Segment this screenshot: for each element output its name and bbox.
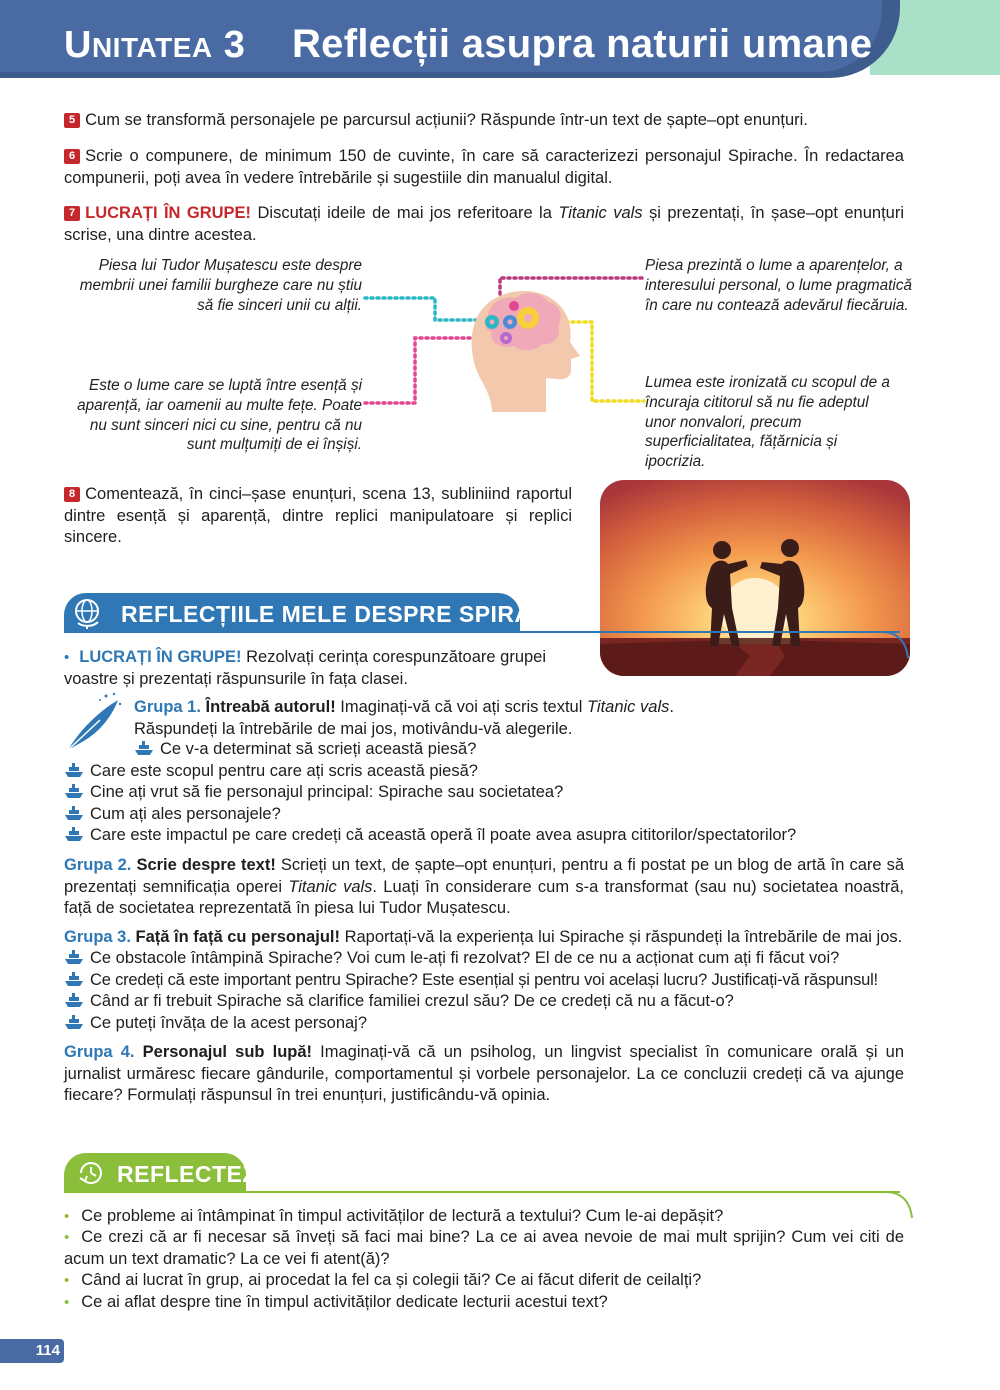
exercise-number: 6 — [64, 149, 80, 164]
reflect-item: • Când ai lucrat în grup, ai procedat la fel ca și colegii tăi? Ce ai făcut diferit de ceilalți? — [64, 1271, 702, 1289]
grupa-1-text: Grupa 1. Întreabă autorul! Imaginați-vă că voi ați scris textul Titanic vals. Răspundeți la întrebările de mai jos, motivându-vă alegerile. — [134, 698, 674, 738]
unit-label: UNITATEA 3 — [64, 24, 246, 66]
exercise-number: 7 — [64, 206, 80, 221]
reflect-item: • Ce probleme ai întâmpinat în timpul activităților de lectură a textului? Cum le-ai depășit? — [64, 1207, 724, 1225]
ship-icon — [64, 783, 84, 806]
quote-top-right: Piesa prezintă o lume a aparențelor, a interesului personal, o lume pragmatică în care nu contează adevărul fiecăruia. — [645, 257, 912, 314]
grupa-1-question: Cine ați vrut să fie personajul principal: Spirache sau societatea? — [64, 782, 563, 806]
quote-bottom-right: Lumea este ironizată cu scopul de a încuraja cititorul să nu fie adeptul unor nonvalori, precum superficialitatea, fățărnicia și ipocrizia. — [645, 374, 890, 471]
ship-icon — [64, 826, 84, 849]
quote-top-left: Piesa lui Tudor Mușatescu este despre membrii unei familii burgheze care nu știu să fie sinceri unii cu alții. — [79, 257, 362, 314]
page-title: Reflecții asupra naturii umane — [292, 22, 873, 66]
grupa-1-question: Care este scopul pentru care ați scris această piesă? — [64, 761, 478, 785]
section2-title: REFLECTEZ — [117, 1161, 257, 1187]
head-gears-illustration — [360, 260, 650, 420]
ship-icon — [64, 1014, 84, 1037]
grupa-3-question: Ce obstacole întâmpină Spirache? Voi cum le-ați fi rezolvat? El de ce nu a acționat cum ați fi făcut voi? — [64, 948, 839, 972]
section-corner-curve — [880, 630, 910, 660]
grupa-3-question: Când ar fi trebuit Spirache să clarifice familiei crezul său? De ce credeți că nu a făcut-o? — [64, 991, 734, 1015]
exercise-6: 6 Scrie o compunere, de minimum 150 de cuvinte, în care să caracterizezi personajul Spirache. În redactarea compunerii, poți avea în vedere întrebările și sugestiile din manualul digital. — [64, 147, 904, 187]
clock-arrow-icon — [76, 1158, 106, 1188]
grupa-2-text: Grupa 2. Scrie despre text! Scrieți un text, de șapte–opt enunțuri, pentru a fi postat pe un blog de artă în care să prezentați semnificația operei Titanic vals. Luați în considerare cum s-a transformat (sau nu) societatea noastră, față de societatea reprezentată în piesa lui Tudor Mușatescu. — [64, 856, 904, 917]
grupa-3-question: Ce puteți învăța de la acest personaj? — [64, 1013, 367, 1037]
reflect-item: • Ce ai aflat despre tine în timpul activităților dedicate lecturii acestui text? — [64, 1293, 608, 1311]
ship-icon — [64, 992, 84, 1015]
globe-icon — [70, 596, 106, 630]
handshake-sunset-photo — [600, 480, 910, 676]
exercise-5: 5 Cum se transformă personajele pe parcursul acțiunii? Răspunde într-un text de șapte–opt enunțuri. — [64, 110, 904, 132]
ship-icon — [64, 949, 84, 972]
grupa-4-text: Grupa 4. Personajul sub lupă! Imaginați-vă că un psiholog, un lingvist specialist în comunicare orală și un jurnalist urmăresc fiecare gândurile, comportamentul și vorbele personajelor. La ce concluzii credeți că va ajunge fiecare? Formulați răspunsul în trei enunțuri, justificându-vă opinia. — [64, 1043, 905, 1104]
grupa-1-question: Care este impactul pe care credeți că această operă îl poate avea asupra cititorilor/spectatorilor? — [64, 825, 796, 849]
exercise-7: 7 LUCRAȚI ÎN GRUPE! Discutați ideile de mai jos referitoare la Titanic vals și prezentați, în șase–opt enunțuri scrise, una dintre acestea. — [64, 204, 904, 244]
section-title: REFLECȚIILE MELE DESPRE SPIRACHE — [121, 601, 582, 627]
page-number: 114 — [0, 1339, 64, 1363]
exercise-number: 8 — [64, 487, 80, 502]
reflect-item: • Ce crezi că ar fi necesar să înveți să faci mai bine? La ce ai avea nevoie de mai mult sprijin? Cum vei citi de acum un text dramatic? La ce vei fi atent(ă)? — [64, 1228, 904, 1268]
grupa-1-question: Cum ați ales personajele? — [64, 804, 281, 828]
ship-icon — [134, 740, 154, 763]
grupa-3-question: Ce credeți că este important pentru Spirache? Este esențial și pentru voi același lucru? Justificați-vă răspunsul! — [64, 970, 878, 994]
exercise-8: 8 Comentează, în cinci–șase enunțuri, scena 13, subliniind raportul dintre esență și aparență, dintre replici manipulatoare și replici sincere. — [64, 485, 572, 546]
grupa-3-text: Grupa 3. Față în față cu personajul! Raportați-vă la experiența lui Spirache și răspundeți la întrebările de mai jos. — [64, 928, 903, 946]
exercise-number: 5 — [64, 113, 80, 128]
grupa-1-question: Ce v-a determinat să scrieți această piesă? — [134, 739, 476, 763]
quill-icon — [60, 690, 126, 756]
quote-bottom-left: Este o lume care se luptă între esență și aparență, iar oamenii au multe fețe. Poate nu sunt sinceri nici cu sine, pentru că nu sunt mulțumiți de ei înșiși. — [77, 377, 362, 454]
section1-intro: • LUCRAȚI ÎN GRUPE! Rezolvați cerința corespunzătoare grupei voastre și prezentați răspunsurile în fața clasei. — [64, 648, 547, 688]
